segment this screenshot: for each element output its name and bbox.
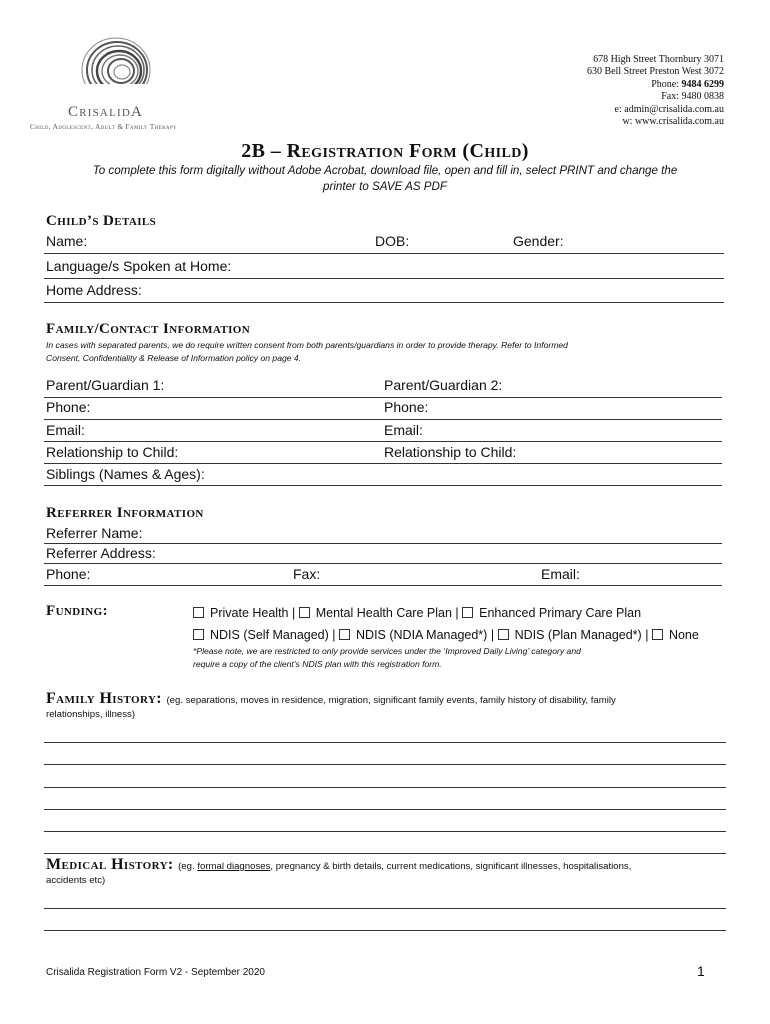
address-line2: 630 Bell Street Preston West 3072 <box>586 66 724 78</box>
funding-note-2: require a copy of the client’s NDIS plan with this registration form. <box>193 659 442 669</box>
siblings-label: Siblings (Names & Ages): <box>46 466 205 482</box>
medical-history-line-2[interactable] <box>44 930 726 931</box>
siblings-field[interactable] <box>44 485 722 486</box>
email1-label: Email: <box>46 422 85 438</box>
section-heading-family: Family/Contact Information <box>46 321 251 337</box>
funding-option-ndis-plan[interactable]: NDIS (Plan Managed*) <box>498 628 642 642</box>
referrer-email-label: Email: <box>541 566 580 582</box>
family-history-line-4[interactable] <box>44 809 726 810</box>
referrer-phone-label: Phone: <box>46 566 91 582</box>
funding-option-ndis-ndia[interactable]: NDIS (NDIA Managed*) <box>339 628 487 642</box>
checkbox-icon[interactable] <box>299 607 310 618</box>
child-address-label: Home Address: <box>46 282 142 298</box>
logo <box>28 36 218 136</box>
funding-option-mental-health-plan[interactable]: Mental Health Care Plan <box>299 606 452 620</box>
funding-row1: Private Health | Mental Health Care Plan | Enhanced Primary Care Plan <box>193 606 641 620</box>
instructions-line2: printer to SAVE AS PDF <box>323 180 447 193</box>
parent-field[interactable] <box>44 397 722 398</box>
checkbox-icon[interactable] <box>339 629 350 640</box>
child-language-label: Language/s Spoken at Home: <box>46 258 232 274</box>
family-consent-note-2: Consent, Confidentiality & Release of Information policy on page 4. <box>46 353 302 363</box>
funding-option-enhanced-primary-care[interactable]: Enhanced Primary Care Plan <box>462 606 641 620</box>
footer-form-version: Crisalida Registration Form V2 - September 2020 <box>46 967 265 978</box>
parent2-label: Parent/Guardian 2: <box>384 377 503 393</box>
referrer-phone-field[interactable] <box>44 585 722 586</box>
family-history-desc-2: relationships, illness) <box>46 709 136 720</box>
checkbox-icon[interactable] <box>193 607 204 618</box>
family-consent-note-1: In cases with separated parents, we do require written consent from both parents/guardians in order to provide therapy. Refer to Informed <box>46 340 568 350</box>
page-title: 2B – Registration Form (Child) <box>241 140 529 162</box>
logo-tagline: Child, Adolescent, Adult & Family Therapy <box>30 123 178 131</box>
relationship2-label: Relationship to Child: <box>384 444 517 460</box>
funding-note-1: *Please note, we are restricted to only provide services under the ‘Improved Daily Living’ category and <box>193 646 581 656</box>
email-field[interactable] <box>44 441 722 442</box>
child-address-field[interactable] <box>44 302 724 303</box>
referrer-name-field[interactable] <box>44 543 722 544</box>
medical-history-desc-2: accidents etc) <box>46 875 106 886</box>
fax-line: Fax: 9480 0838 <box>661 91 724 103</box>
checkbox-icon[interactable] <box>193 629 204 640</box>
logo-name: CrisalidA <box>68 104 144 120</box>
section-heading-family-history: Family History: <box>46 690 163 707</box>
phone2-label: Phone: <box>384 399 429 415</box>
family-history-line-6[interactable] <box>44 853 726 854</box>
web-line: w: www.crisalida.com.au <box>622 116 724 128</box>
family-history-line-2[interactable] <box>44 764 726 765</box>
funding-option-ndis-self[interactable]: NDIS (Self Managed) <box>193 628 329 642</box>
family-history-line-3[interactable] <box>44 787 726 788</box>
email2-label: Email: <box>384 422 423 438</box>
instructions-line1: To complete this form digitally without Adobe Acrobat, download file, open and fill in, select PRINT and change the <box>92 164 678 177</box>
family-history-heading-row <box>46 690 616 708</box>
checkbox-icon[interactable] <box>498 629 509 640</box>
section-heading-funding: Funding: <box>46 603 108 619</box>
checkbox-icon[interactable] <box>652 629 663 640</box>
phone1-label: Phone: <box>46 399 91 415</box>
medical-history-desc-1: (eg. formal diagnoses, pregnancy & birth details, current medications, significant illnesses, hospitalisations, <box>178 861 632 872</box>
family-history-desc-1: (eg. separations, moves in residence, migration, significant family events, family history of disability, family <box>166 695 616 706</box>
child-dob-label: DOB: <box>375 233 410 249</box>
page-number: 1 <box>697 963 705 979</box>
section-heading-medical-history: Medical History: <box>46 856 174 873</box>
funding-row2: NDIS (Self Managed) | NDIS (NDIA Managed*) | NDIS (Plan Managed*) | None <box>193 628 699 642</box>
phone-line: Phone: 9484 6299 <box>651 78 724 90</box>
contact-block <box>587 54 724 128</box>
child-gender-label: Gender: <box>513 233 564 249</box>
referrer-address-field[interactable] <box>44 563 722 564</box>
section-heading-child: Child’s Details <box>46 213 157 229</box>
section-heading-referrer: Referrer Information <box>46 505 204 521</box>
medical-history-heading-row <box>46 856 631 874</box>
relationship1-label: Relationship to Child: <box>46 444 179 460</box>
parent1-label: Parent/Guardian 1: <box>46 377 165 393</box>
funding-option-private-health[interactable]: Private Health <box>193 606 289 620</box>
referrer-name-label: Referrer Name: <box>46 525 143 541</box>
checkbox-icon[interactable] <box>462 607 473 618</box>
phone-field[interactable] <box>44 419 722 420</box>
child-name-field[interactable] <box>44 253 724 254</box>
medical-history-line-1[interactable] <box>44 908 726 909</box>
family-history-line-1[interactable] <box>44 742 726 743</box>
funding-option-none[interactable]: None <box>652 628 699 642</box>
relationship-field[interactable] <box>44 463 722 464</box>
family-history-line-5[interactable] <box>44 831 726 832</box>
referrer-address-label: Referrer Address: <box>46 545 156 561</box>
child-language-field[interactable] <box>44 278 724 279</box>
child-name-label: Name: <box>46 233 88 249</box>
email-line: e: admin@crisalida.com.au <box>614 103 724 115</box>
address-line1: 678 High Street Thornbury 3071 <box>593 54 724 65</box>
logo-spiral-icon <box>78 36 158 104</box>
referrer-fax-label: Fax: <box>293 566 321 582</box>
